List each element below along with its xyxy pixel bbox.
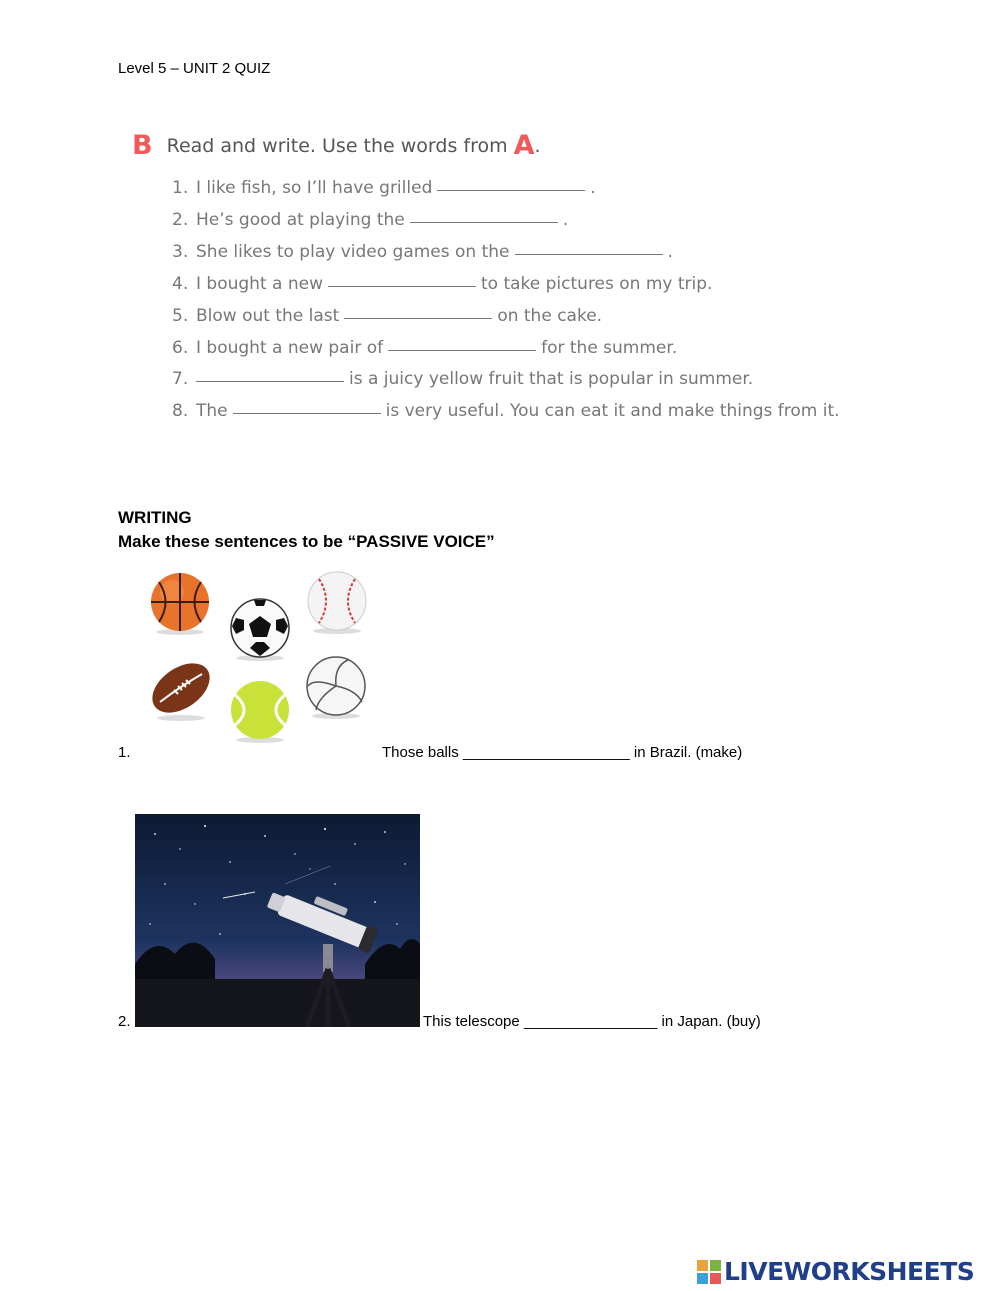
tennis-ball-icon	[228, 680, 292, 744]
logo-grid-icon	[697, 1260, 721, 1284]
basketball-icon	[148, 572, 212, 636]
exercise-text-before: I bought a new	[196, 274, 323, 294]
exercise-text-before: He’s good at playing the	[196, 210, 405, 230]
exercise-number: 2.	[172, 210, 189, 230]
question-number: 2.	[118, 1013, 131, 1030]
exercise-item-5	[172, 306, 602, 326]
volleyball-icon	[304, 656, 368, 720]
answer-blank[interactable]	[196, 380, 344, 382]
exercise-number: 5.	[172, 306, 189, 326]
question-text: Those balls ____________________ in Brazil. (make)	[382, 744, 743, 761]
question-text: This telescope ________________ in Japan. (buy)	[423, 1013, 761, 1030]
answer-blank[interactable]	[328, 285, 476, 287]
exercise-number: 4.	[172, 274, 189, 294]
section-letter-a-reference: A	[513, 130, 535, 161]
exercise-text-after: .	[590, 178, 596, 198]
liveworksheets-logo	[697, 1257, 974, 1286]
exercise-text-before: She likes to play video games on the	[196, 242, 510, 262]
exercise-text-after: .	[667, 242, 673, 262]
answer-blank[interactable]	[344, 317, 492, 319]
soccer-ball-icon	[228, 598, 292, 662]
section-letter-b: B	[132, 130, 153, 161]
exercise-item-3	[172, 242, 673, 262]
baseball-icon	[305, 571, 369, 635]
telescope-night-sky-image	[135, 814, 420, 1027]
answer-blank[interactable]	[388, 349, 536, 351]
exercise-number: 6.	[172, 338, 189, 358]
exercise-text-before: I like fish, so I’ll have grilled	[196, 178, 433, 198]
football-icon	[148, 658, 214, 722]
exercise-item-6	[172, 338, 677, 358]
exercise-text-after: is very useful. You can eat it and make things from it.	[385, 401, 840, 421]
answer-blank[interactable]	[410, 221, 558, 223]
exercise-text-after: on the cake.	[497, 306, 603, 326]
exercise-text-after: to take pictures on my trip.	[480, 274, 713, 294]
section-b-instruction: Read and write. Use the words from	[166, 134, 508, 157]
exercise-text-before: Blow out the last	[196, 306, 340, 326]
exercise-number: 7.	[172, 369, 189, 389]
writing-section-title: WRITING	[118, 508, 192, 527]
exercise-text-after: is a juicy yellow fruit that is popular in summer.	[349, 369, 754, 389]
answer-blank[interactable]	[515, 253, 663, 255]
exercise-number: 3.	[172, 242, 189, 262]
exercise-number: 8.	[172, 401, 189, 421]
exercise-number: 1.	[172, 178, 189, 198]
question-number: 1.	[118, 744, 131, 761]
exercise-item-2	[172, 210, 568, 230]
section-b-heading	[132, 132, 541, 159]
exercise-item-7	[172, 369, 753, 389]
exercise-text-after: for the summer.	[541, 338, 678, 358]
exercise-item-4	[172, 274, 712, 294]
exercise-text-before: The	[196, 401, 228, 421]
exercise-item-8	[172, 401, 840, 421]
logo-text: LIVEWORKSHEETS	[724, 1257, 975, 1286]
writing-instruction: Make these sentences to be “PASSIVE VOICE”	[118, 532, 495, 551]
exercise-text-after: .	[562, 210, 569, 230]
exercise-item-1	[172, 178, 596, 198]
answer-blank[interactable]	[233, 412, 381, 414]
page-header-title: Level 5 – UNIT 2 QUIZ	[118, 60, 271, 77]
heading-period: .	[534, 134, 541, 157]
answer-blank[interactable]	[437, 189, 585, 191]
exercise-text-before: I bought a new pair of	[196, 338, 384, 358]
